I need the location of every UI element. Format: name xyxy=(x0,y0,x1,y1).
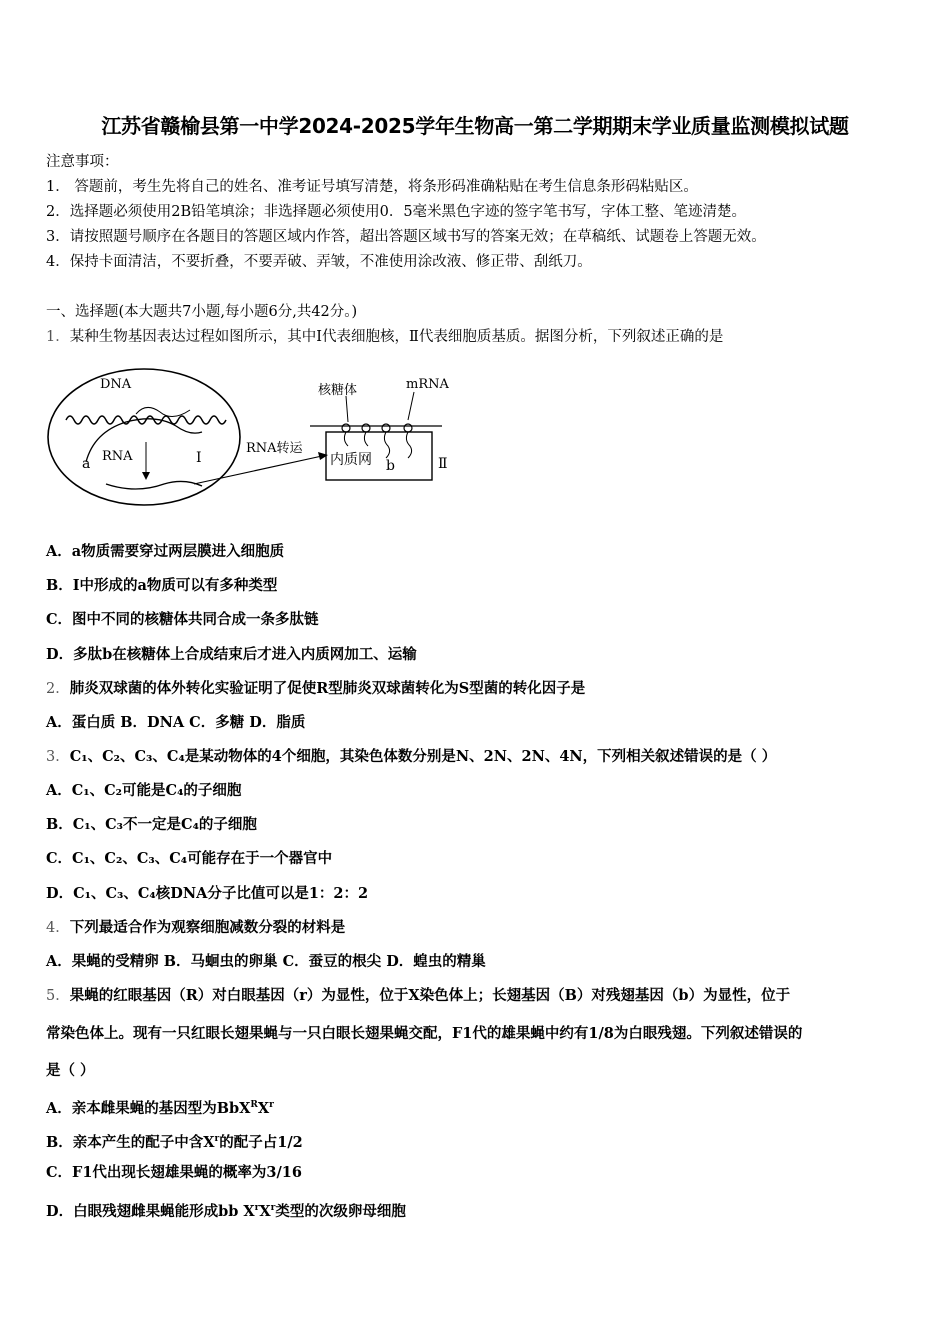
superscript: r xyxy=(270,1203,276,1213)
question-number: 1． xyxy=(46,329,70,345)
option-a xyxy=(46,1095,274,1119)
option-text: B．亲本产生的配子中含X xyxy=(46,1133,215,1151)
superscript: r xyxy=(269,1100,274,1110)
question-5-stem-line2: 常染色体上。现有一只红眼长翅果蝇与一只白眼长翅果蝇交配，F1代的雄果蝇中约有1/8为白眼残翅。下列叙述错误的 xyxy=(46,1025,803,1042)
notice-item: 1． 答题前，考生先将自己的姓名、准考证号填写清楚，将条形码准确粘贴在考生信息条形码粘贴区。 xyxy=(46,179,698,195)
question-number: 2． xyxy=(46,681,70,697)
option-a: A．a物质需要穿过两层膜进入细胞质 xyxy=(46,543,285,560)
superscript: R xyxy=(250,1100,258,1110)
option-text: D．白眼残翅雌果蝇能形成bb X xyxy=(46,1202,255,1220)
transport-arrow xyxy=(194,456,322,484)
notice-heading: 注意事项： xyxy=(46,154,119,170)
question-number: 5． xyxy=(46,988,70,1004)
question-5-stem xyxy=(46,986,790,1006)
option-d: D．C₁、C₃、C₄核DNA分子比值可以是1：2：2 xyxy=(46,885,369,902)
option-b: B．C₁、C₃不一定是C₄的子细胞 xyxy=(46,816,257,833)
option-b: B．Ⅰ中形成的a物质可以有多种类型 xyxy=(46,577,278,594)
question-4-stem xyxy=(46,918,345,938)
question-2-stem xyxy=(46,679,585,699)
question-text: 某种生物基因表达过程如图所示，其中Ⅰ代表细胞核，Ⅱ代表细胞质基质。据图分析，下列叙述正确的是 xyxy=(69,329,724,345)
option-c: C．图中不同的核糖体共同合成一条多肽链 xyxy=(46,611,319,628)
option-text: 的配子占1/2 xyxy=(219,1133,303,1151)
question-2-options: A．蛋白质 B．DNA C．多糖 D．脂质 xyxy=(46,714,306,731)
ribosome-label: 核糖体 xyxy=(318,383,358,398)
option-a: A．C₁、C₂可能是C₄的子细胞 xyxy=(46,782,242,799)
section-heading: 一、选择题(本大题共7小题,每小题6分,共42分。) xyxy=(46,304,358,320)
question-number: 4． xyxy=(46,920,70,936)
a-label: a xyxy=(82,456,91,472)
option-text: 类型的次级卵母细胞 xyxy=(275,1202,406,1220)
option-text: A．亲本雌果蝇的基因型为BbX xyxy=(46,1099,251,1117)
b-label: b xyxy=(386,458,395,474)
dna-strand xyxy=(66,416,226,424)
option-d xyxy=(46,1198,406,1222)
nucleus-ellipse xyxy=(48,369,240,505)
er-label: 内质网 xyxy=(330,452,372,468)
question-1-stem xyxy=(46,327,723,347)
cytoplasm-label: Ⅱ xyxy=(438,456,448,472)
mrna-label: mRNA xyxy=(406,377,449,392)
question-text: 肺炎双球菌的体外转化实验证明了促使R型肺炎双球菌转化为S型菌的转化因子是 xyxy=(69,680,586,697)
option-text: X xyxy=(259,1202,271,1220)
question-text: 下列最适合作为观察细胞减数分裂的材料是 xyxy=(69,919,346,936)
superscript: r xyxy=(214,1134,220,1144)
notice-item: 2．选择题必须使用2B铅笔填涂；非选择题必须使用0．5毫米黑色字迹的签字笔书写，字体工整、笔迹清楚。 xyxy=(46,204,747,220)
dna-strand-2 xyxy=(136,407,190,416)
notice-item: 3．请按照题号顺序在各题目的答题区域内作答，超出答题区域书写的答案无效；在草稿纸、试题卷上答题无效。 xyxy=(46,229,766,245)
arrow-head xyxy=(142,472,150,480)
rna-label: RNA xyxy=(102,449,133,464)
option-text: X xyxy=(257,1099,270,1117)
option-d: D．多肽b在核糖体上合成结束后才进入内质网加工、运输 xyxy=(46,646,417,663)
option-b xyxy=(46,1129,303,1153)
dna-label: DNA xyxy=(100,377,132,392)
question-text: 果蝇的红眼基因（R）对白眼基因（r）为显性，位于X染色体上；长翅基因（B）对残翅基因（b）为显性，位于 xyxy=(69,987,791,1004)
question-5-stem-line3: 是（ ） xyxy=(46,1062,95,1079)
page-title: 江苏省赣榆县第一中学2024-2025学年生物高一第二学期期末学业质量监测模拟试题 xyxy=(101,114,849,138)
question-4-options: A．果蝇的受精卵 B．马蛔虫的卵巢 C．蚕豆的根尖 D．蝗虫的精巢 xyxy=(46,953,486,970)
option-c: C．C₁、C₂、C₃、C₄可能存在于一个器官中 xyxy=(46,850,333,867)
rna-strand-lower xyxy=(106,481,202,489)
question-number: 3． xyxy=(46,749,70,765)
question-3-stem xyxy=(46,747,776,767)
nucleus-label: Ⅰ xyxy=(196,450,202,466)
superscript: r xyxy=(254,1203,260,1213)
question-text: C₁、C₂、C₃、C₄是某动物体的4个细胞，其染色体数分别是N、2N、2N、4N，下列相关叙述错误的是（ ） xyxy=(69,748,777,765)
option-c: C．F1代出现长翅雄果蝇的概率为3/16 xyxy=(46,1164,302,1181)
gene-expression-figure xyxy=(46,362,456,512)
transport-label: RNA转运 xyxy=(246,441,303,456)
notice-item: 4．保持卡面清洁，不要折叠，不要弄破、弄皱，不准使用涂改液、修正带、刮纸刀。 xyxy=(46,254,592,270)
